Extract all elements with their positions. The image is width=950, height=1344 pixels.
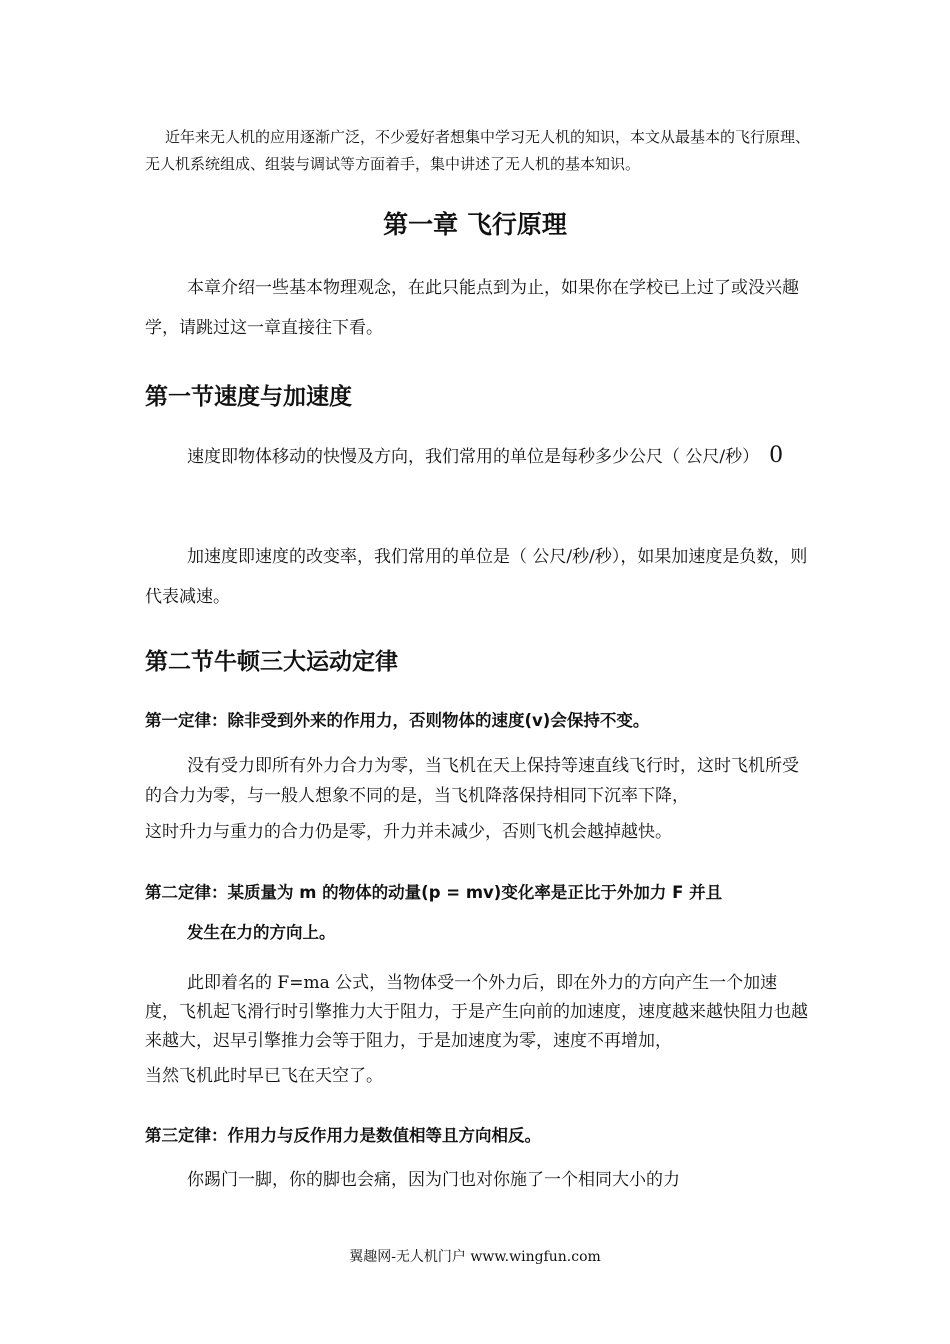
speed-text: 速度即物体移动的快慢及方向，我们常用的单位是每秒多少公尺（ 公尺/秒）	[187, 447, 760, 467]
law-1-text: 没有受力即所有外力合力为零，当飞机在天上保持等速直线飞行时，这时飞机所受的合力为零，与一般人想象不同的是，当飞机降落保持相同下沉率下降，	[145, 756, 799, 806]
law-2-heading	[145, 873, 810, 953]
law-1-paragraph	[145, 751, 810, 847]
law-1-heading: 第一定律：除非受到外来的作用力，否则物体的速度(v)会保持不变。	[145, 711, 650, 730]
acceleration-paragraph: 加速度即速度的改变率，我们常用的单位是（ 公尺/秒/秒），如果加速度是负数，则代表减速。	[145, 547, 808, 607]
page-footer: 翼趣网-无人机门户 www.wingfun.com	[349, 1249, 601, 1265]
law-2-text: 此即着名的 F=ma 公式，当物体受一个外力后，即在外力的方向产生一个加速度，飞机起飞滑行时引擎推力大于阻力，于是产生向前的加速度，速度越来越快阻力也越来越大，迟早引擎推力会等于阻力，于是加速度为零，速度不再增加，	[145, 973, 808, 1051]
law-2-text-last: 当然飞机此时早已飞在天空了。	[145, 1066, 383, 1086]
chapter-intro-paragraph: 本章介绍一些基本物理观念，在此只能点到为止，如果你在学校已上过了或没兴趣学，请跳过这一章直接往下看。	[145, 278, 799, 338]
law-1-text-last: 这时升力与重力的合力仍是零，升力并未减少，否则飞机会越掉越快。	[145, 822, 672, 842]
section-2-title: 第二节牛顿三大运动定律	[145, 649, 398, 675]
law-2-heading-line2: 发生在力的方向上。	[187, 923, 336, 942]
speed-trailing-mark: 0	[769, 443, 784, 468]
section-1-title: 第一节速度与加速度	[145, 384, 352, 410]
law-3-paragraph: 你踢门一脚，你的脚也会痛，因为门也对你施了一个相同大小的力	[187, 1170, 680, 1190]
speed-paragraph	[145, 436, 810, 477]
law-3-heading: 第三定律：作用力与反作用力是数值相等且方向相反。	[145, 1126, 541, 1145]
law-2-paragraph	[145, 969, 810, 1091]
law-2-heading-line1: 第二定律：某质量为 m 的物体的动量(p = mv)变化率是正比于外加力 F 并且	[145, 883, 723, 902]
intro-paragraph: 近年来无人机的应用逐渐广泛，不少爱好者想集中学习无人机的知识，本文从最基本的飞行原理、无人机系统组成、组装与调试等方面着手，集中讲述了无人机的基本知识。	[145, 128, 811, 173]
chapter-title: 第一章 飞行原理	[383, 210, 567, 239]
